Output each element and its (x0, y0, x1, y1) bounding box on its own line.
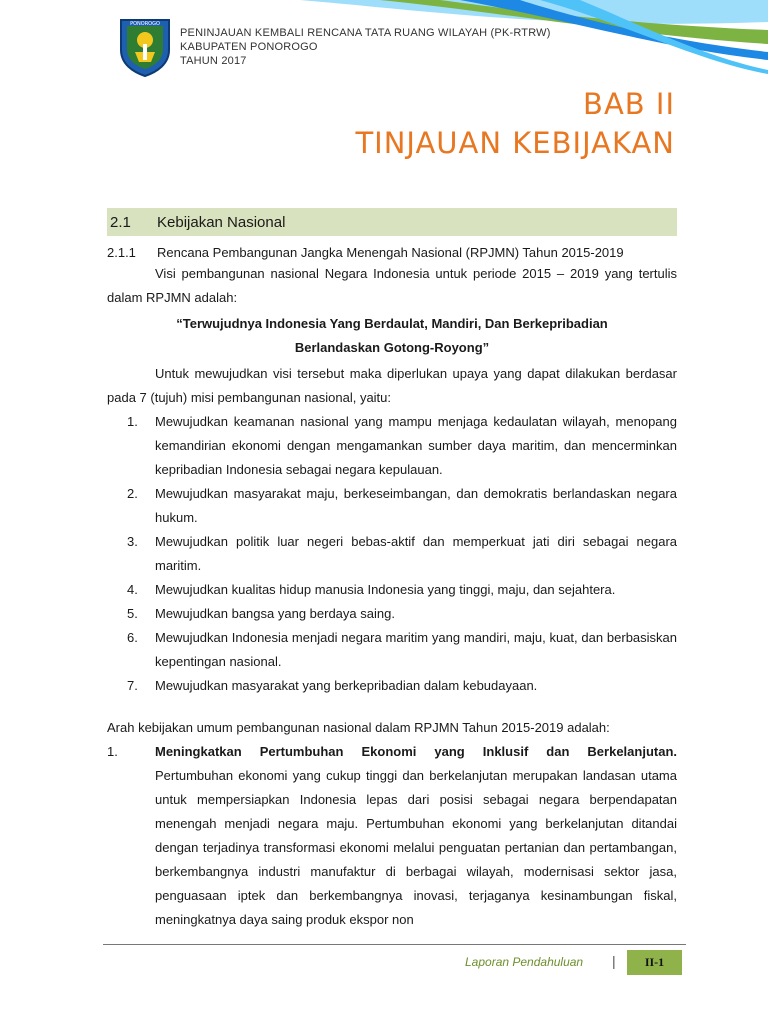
list-item: 2. Mewujudkan masyarakat maju, berkeseimbangan, dan demokratis berlandaskan negara hukum. (127, 486, 677, 525)
subsection-title: Rencana Pembangunan Jangka Menengah Nasional (RPJMN) Tahun 2015-2019 (157, 244, 624, 260)
vision-quote-line-1: “Terwujudnya Indonesia Yang Berdaulat, Mandiri, Dan Berkepribadian (176, 316, 608, 331)
list-item: 1. Mewujudkan keamanan nasional yang mampu menjaga kedaulatan wilayah, menopang kemandirian ekonomi dengan mengamankan sumber daya maritim, dan mencerminkan kepribadian Indonesia sebagai negara kepulauan. (127, 414, 677, 477)
header-line-2: KABUPATEN PONOROGO (180, 41, 318, 53)
footer-divider (103, 944, 686, 945)
arah-intro-paragraph: Arah kebijakan umum pembangunan nasional dalam RPJMN Tahun 2015-2019 adalah: (107, 720, 610, 735)
list-item: 6. Mewujudkan Indonesia menjadi negara maritim yang mandiri, maju, kuat, dan berbasiskan kepentingan nasional. (127, 630, 677, 669)
header-text (180, 26, 551, 68)
section-title: Kebijakan Nasional (157, 213, 286, 231)
header-line-3: TAHUN 2017 (180, 55, 247, 67)
svg-text:PONOROGO: PONOROGO (130, 21, 160, 27)
chapter-title: TINJAUAN KEBIJAKAN (355, 126, 675, 160)
arah-item-number: 1. (107, 744, 118, 759)
subsection-heading (107, 242, 677, 262)
vision-quote (107, 312, 677, 360)
arah-item-heading: Meningkatkan Pertumbuhan Ekonomi yang Inklusif dan Berkelanjutan. (155, 744, 677, 759)
list-item: 5. Mewujudkan bangsa yang berdaya saing. (127, 606, 395, 621)
ponorogo-logo (117, 16, 173, 78)
vision-quote-line-2: Berlandaskan Gotong-Royong” (294, 340, 490, 355)
arah-item (107, 740, 677, 932)
header-line-1: PENINJAUAN KEMBALI RENCANA TATA RUANG WILAYAH (PK-RTRW) (180, 27, 551, 39)
list-item: 7. Mewujudkan masyarakat yang berkepribadian dalam kebudayaan. (127, 678, 538, 693)
intro-paragraph: Visi pembangunan nasional Negara Indonesia untuk periode 2015 – 2019 yang tertulis dalam RPJMN adalah: (107, 266, 677, 305)
footer-label: Laporan Pendahuluan (465, 955, 584, 969)
page-header (0, 0, 768, 84)
chapter-number: BAB II (583, 87, 675, 121)
section-heading (107, 208, 677, 236)
misi-intro-paragraph: Untuk mewujudkan visi tersebut maka diperlukan upaya yang dapat dilakukan berdasar pada 7 (tujuh) misi pembangunan nasional, yaitu: (107, 366, 677, 405)
page-number-badge: II-1 (627, 950, 682, 975)
subsection-number: 2.1.1 (107, 244, 136, 260)
list-item: 3. Mewujudkan politik luar negeri bebas-aktif dan memperkuat jati diri sebagai negara maritim. (127, 534, 677, 573)
footer-separator: | (612, 953, 616, 969)
main-content (107, 208, 677, 932)
list-item: 4. Mewujudkan kualitas hidup manusia Indonesia yang tinggi, maju, dan sejahtera. (127, 582, 616, 597)
arah-item-text: Pertumbuhan ekonomi yang cukup tinggi dan berkelanjutan merupakan landasan utama untuk mempersiapkan Indonesia lepas dari posisi sebagai negara berpendapatan menengah menjadi negara maju. Pertumbuhan ekonomi yang berkelanjutan ditandai dengan terjadinya transformasi ekonomi melalui penguatan pertanian dan pertambangan, berkembangnya industri manufaktur di berbagai wilayah, modernisasi sektor jasa, penguasaan iptek dan berkembangnya inovasi, terjaganya kesinambungan fiskal, meningkatnya daya saing produk ekspor non (155, 768, 677, 927)
section-number: 2.1 (110, 213, 131, 231)
misi-list (107, 410, 677, 698)
